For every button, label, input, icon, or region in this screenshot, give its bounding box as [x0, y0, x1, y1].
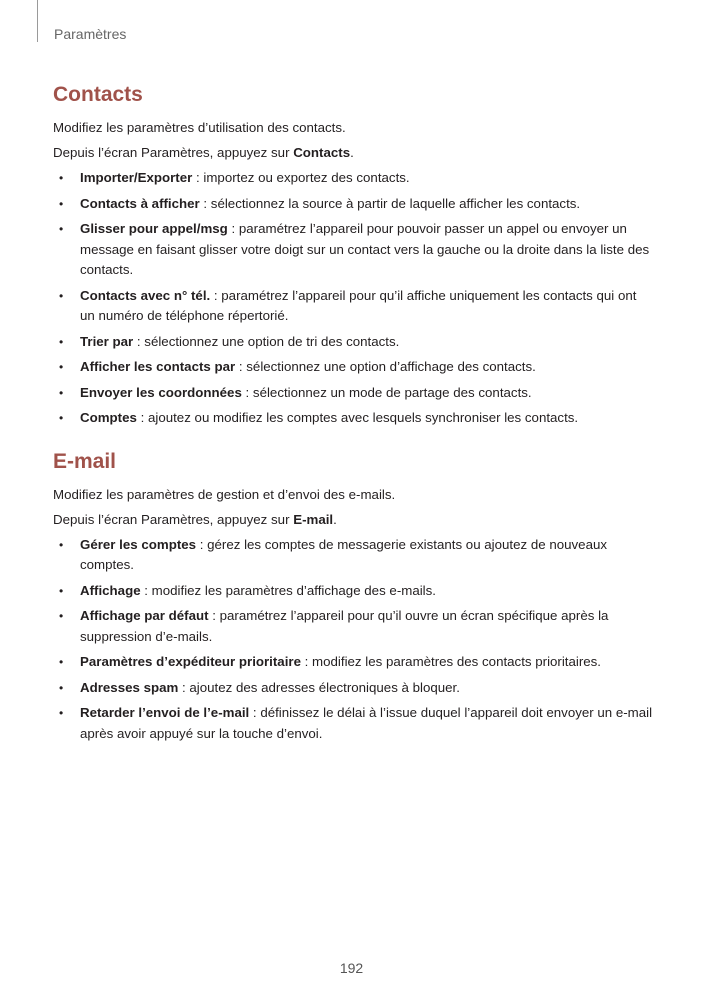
- path-target: E-mail: [293, 511, 334, 527]
- section-intro: Modifiez les paramètres de gestion et d’envoi des e-mails.: [53, 486, 396, 502]
- bullet-icon: •: [59, 334, 64, 349]
- list-item: [53, 286, 653, 327]
- section-email: [53, 447, 653, 745]
- option-desc: : sélectionnez la source à partir de laquelle afficher les contacts.: [199, 195, 581, 211]
- option-term: Trier par: [80, 333, 134, 349]
- list-item: [53, 652, 653, 673]
- list-item: [53, 383, 653, 404]
- option-term: Paramètres d’expéditeur prioritaire: [80, 654, 301, 669]
- bullet-icon: •: [59, 360, 64, 374]
- option-desc: : ajoutez ou modifiez les comptes avec lesquels synchroniser les contacts.: [136, 410, 579, 425]
- option-term: Affichage par défaut: [80, 608, 209, 623]
- settings-path: [53, 510, 653, 530]
- header-rule: [37, 0, 38, 42]
- list-item: [53, 408, 653, 429]
- list-item: [53, 606, 653, 647]
- option-term: Contacts avec n° tél.: [80, 287, 211, 303]
- option-term: Retarder l’envoi de l’e-mail: [80, 705, 250, 720]
- bullet-icon: •: [59, 609, 64, 623]
- page-content: [53, 80, 653, 749]
- bullet-icon: •: [59, 288, 64, 303]
- list-item: [53, 219, 653, 281]
- option-desc: : paramétrez l’appareil pour pouvoir passer un appel ou envoyer un message en faisant glisser votre doigt sur un contact vers la gauche ou la droite dans la liste des contacts.: [80, 221, 650, 277]
- path-suffix: .: [350, 145, 354, 160]
- option-desc: : gérez les comptes de messagerie existants ou ajoutez de nouveaux comptes.: [80, 536, 608, 572]
- option-term: Gérer les comptes: [80, 536, 197, 552]
- option-term: Envoyer les coordonnées: [80, 384, 242, 400]
- section-contacts: [53, 80, 653, 429]
- bullet-icon: •: [59, 171, 64, 185]
- option-term: Contacts à afficher: [80, 195, 200, 211]
- option-desc: : sélectionnez un mode de partage des contacts.: [241, 384, 532, 400]
- section-title: Contacts: [53, 83, 143, 106]
- running-header: Paramètres: [54, 26, 127, 42]
- option-term: Affichage: [80, 582, 141, 598]
- option-desc: : modifiez les paramètres des contacts prioritaires.: [300, 654, 602, 669]
- page-number: 192: [339, 960, 364, 976]
- option-desc: : ajoutez des adresses électroniques à bloquer.: [178, 679, 460, 695]
- list-item: [53, 168, 653, 189]
- bullet-icon: •: [59, 706, 64, 720]
- bullet-icon: •: [59, 583, 64, 598]
- path-target: Contacts: [293, 145, 351, 160]
- settings-path: [53, 143, 653, 163]
- list-item: [53, 581, 653, 602]
- option-term: Adresses spam: [80, 679, 179, 695]
- option-desc: : sélectionnez une option de tri des contacts.: [133, 333, 400, 349]
- bullet-icon: •: [59, 411, 64, 425]
- section-title: E-mail: [53, 449, 117, 473]
- list-item: [53, 332, 653, 353]
- bullet-icon: •: [59, 385, 64, 400]
- list-item: [53, 357, 653, 378]
- list-item: [53, 194, 653, 215]
- list-item: [53, 678, 653, 699]
- option-term: Glisser pour appel/msg: [80, 221, 228, 236]
- contacts-options-list: [53, 168, 653, 429]
- list-item: [53, 703, 653, 744]
- option-desc: : paramétrez l’appareil pour qu’il ouvre un écran spécifique après la suppression d’e-mails.: [80, 608, 609, 644]
- bullet-icon: •: [59, 222, 64, 236]
- option-desc: : paramétrez l’appareil pour qu’il affiche uniquement les contacts qui ont un numéro de téléphone répertorié.: [80, 287, 637, 323]
- option-term: Afficher les contacts par: [80, 359, 236, 374]
- bullet-icon: •: [59, 655, 64, 669]
- path-prefix: Depuis l’écran Paramètres, appuyez sur: [53, 145, 294, 160]
- email-options-list: [53, 535, 653, 745]
- list-item: [53, 535, 653, 576]
- path-prefix: Depuis l’écran Paramètres, appuyez sur: [53, 511, 294, 527]
- bullet-icon: •: [59, 537, 64, 552]
- bullet-icon: •: [59, 680, 64, 695]
- section-intro: Modifiez les paramètres d’utilisation des contacts.: [53, 120, 346, 135]
- option-desc: : sélectionnez une option d’affichage des contacts.: [235, 359, 536, 374]
- path-suffix: .: [333, 511, 337, 527]
- option-desc: : modifiez les paramètres d’affichage des e-mails.: [140, 582, 436, 598]
- bullet-icon: •: [59, 196, 64, 211]
- option-desc: : définissez le délai à l’issue duquel l’appareil doit envoyer un e-mail après avoir appuyé sur la touche d’envoi.: [80, 705, 653, 741]
- option-desc: : importez ou exportez des contacts.: [192, 170, 410, 185]
- option-term: Comptes: [80, 410, 137, 425]
- option-term: Importer/Exporter: [80, 170, 193, 185]
